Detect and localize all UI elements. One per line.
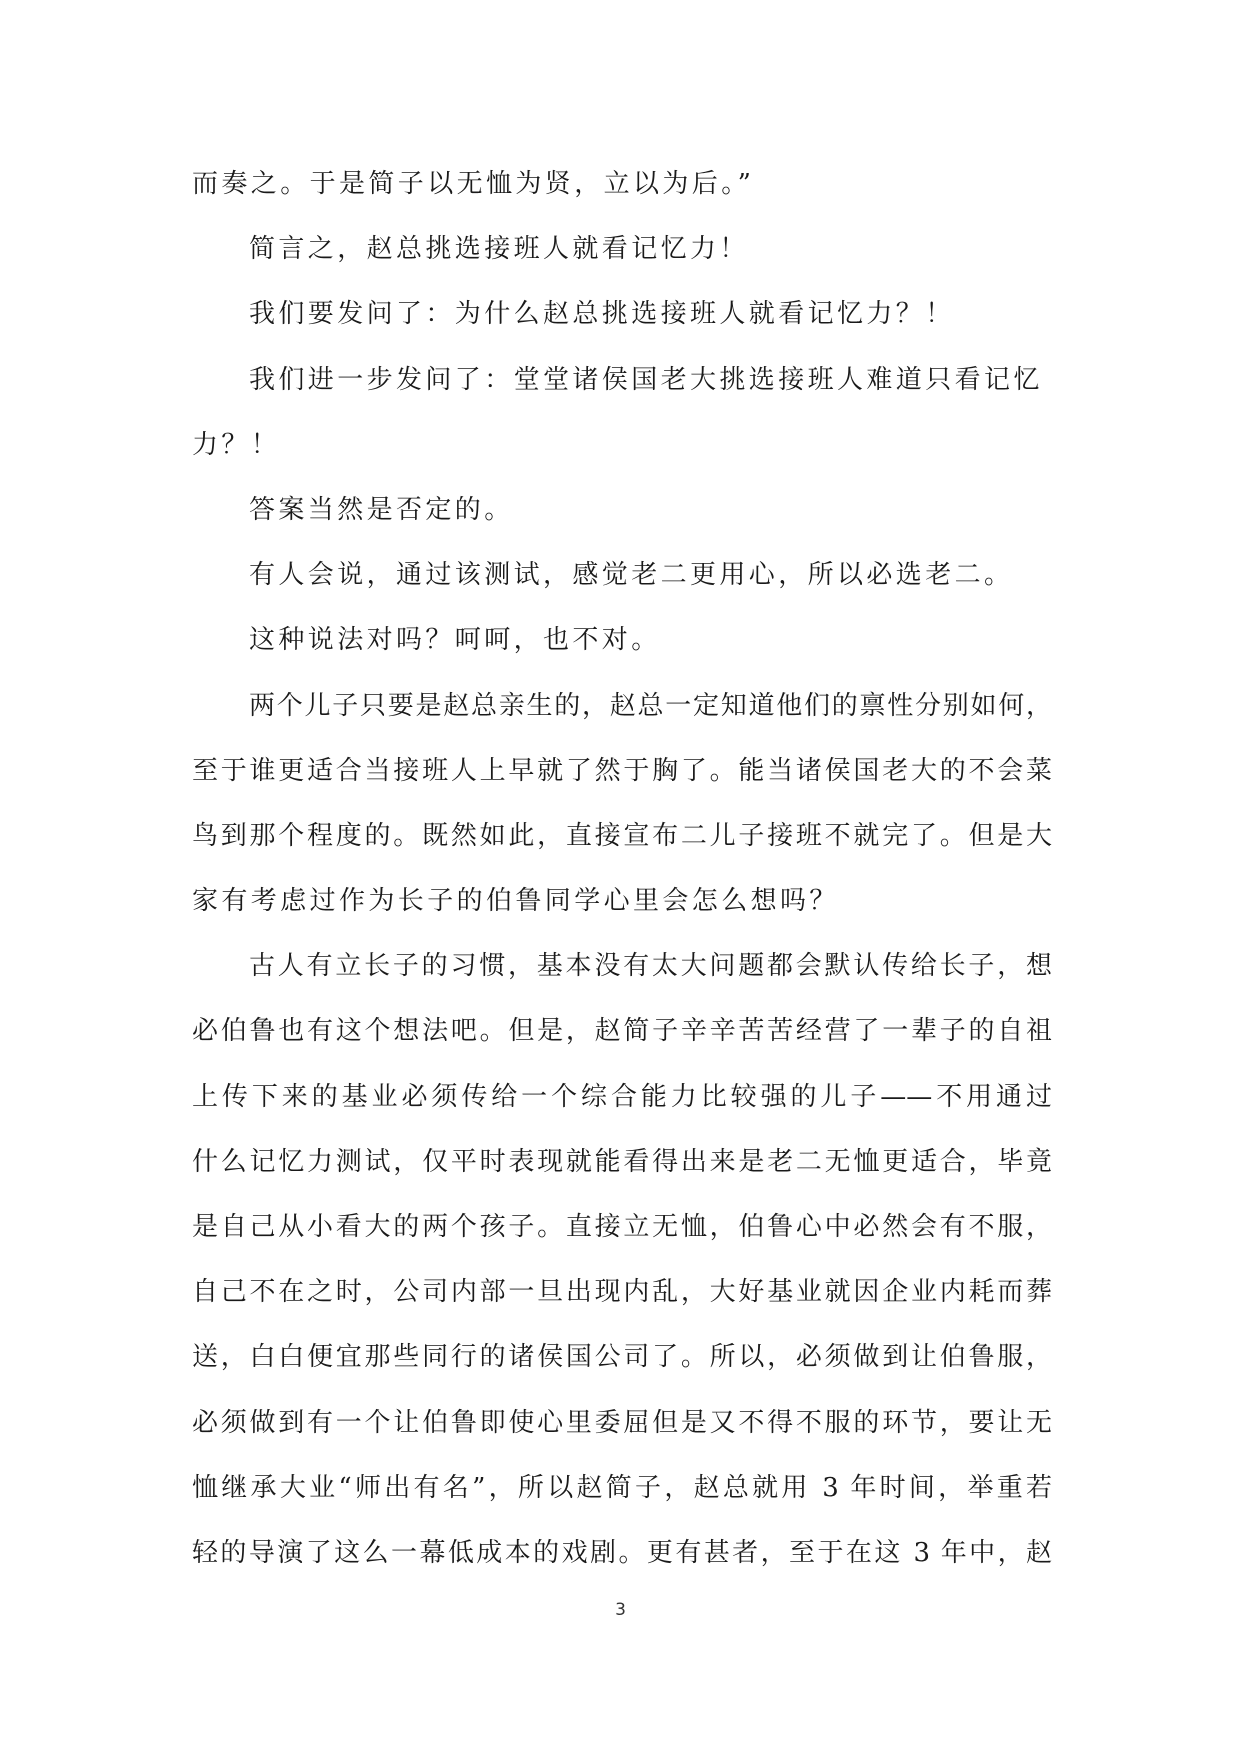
text-line: 有人会说，通过该测试，感觉老二更用心，所以必选老二。 [249,560,1014,591]
text-line: 答案当然是否定的。 [249,494,514,525]
text-line: 是自己从小看大的两个孩子。直接立无恤，伯鲁心中必然会有不服， [192,1212,1052,1242]
text-line: 送，白白便宜那些同行的诸侯国公司了。所以，必须做到让伯鲁服， [192,1342,1052,1373]
text-line: 而奏之。于是简子以无恤为贤，立以为后。” [192,169,755,199]
text-line: 两个儿子只要是赵总亲生的，赵总一定知道他们的禀性分别如何， [249,690,1052,721]
text-line: 力？！ [192,429,281,460]
page-number: 3 [615,1600,626,1620]
text-line: 必须做到有一个让伯鲁即使心里委屈但是又不得不服的环节，要让无 [192,1407,1052,1438]
text-line: 上传下来的基业必须传给一个综合能力比较强的儿子——不用通过 [192,1081,1052,1112]
text-line: 古人有立长子的习惯，基本没有太大问题都会默认传给长子，想 [249,951,1052,982]
text-line: 轻的导演了这么一幕低成本的戏剧。更有甚者，至于在这 3 年中，赵 [192,1537,1052,1568]
text-line: 恤继承大业“师出有名”，所以赵简子，赵总就用 3 年时间，举重若 [192,1472,1052,1503]
text-line: 必伯鲁也有这个想法吧。但是，赵简子辛辛苦苦经营了一辈子的自祖 [192,1016,1052,1047]
text-line: 什么记忆力测试，仅平时表现就能看得出来是老二无恤更适合，毕竟 [192,1146,1052,1177]
text-line: 这种说法对吗？呵呵，也不对。 [249,625,661,656]
text-line: 家有考虑过作为长子的伯鲁同学心里会怎么想吗？ [192,886,839,917]
text-line: 简言之，赵总挑选接班人就看记忆力！ [249,234,749,265]
text-line: 我们要发问了：为什么赵总挑选接班人就看记忆力？！ [249,299,955,330]
body-text [192,152,1052,1586]
text-line: 鸟到那个程度的。既然如此，直接宣布二儿子接班不就完了。但是大 [192,820,1052,851]
text-line: 至于谁更适合当接班人上早就了然于胸了。能当诸侯国老大的不会菜 [192,755,1052,786]
text-line: 自己不在之时，公司内部一旦出现内乱，大好基业就因企业内耗而葬 [192,1277,1052,1308]
text-line: 我们进一步发问了：堂堂诸侯国老大挑选接班人难道只看记忆 [249,364,1043,395]
